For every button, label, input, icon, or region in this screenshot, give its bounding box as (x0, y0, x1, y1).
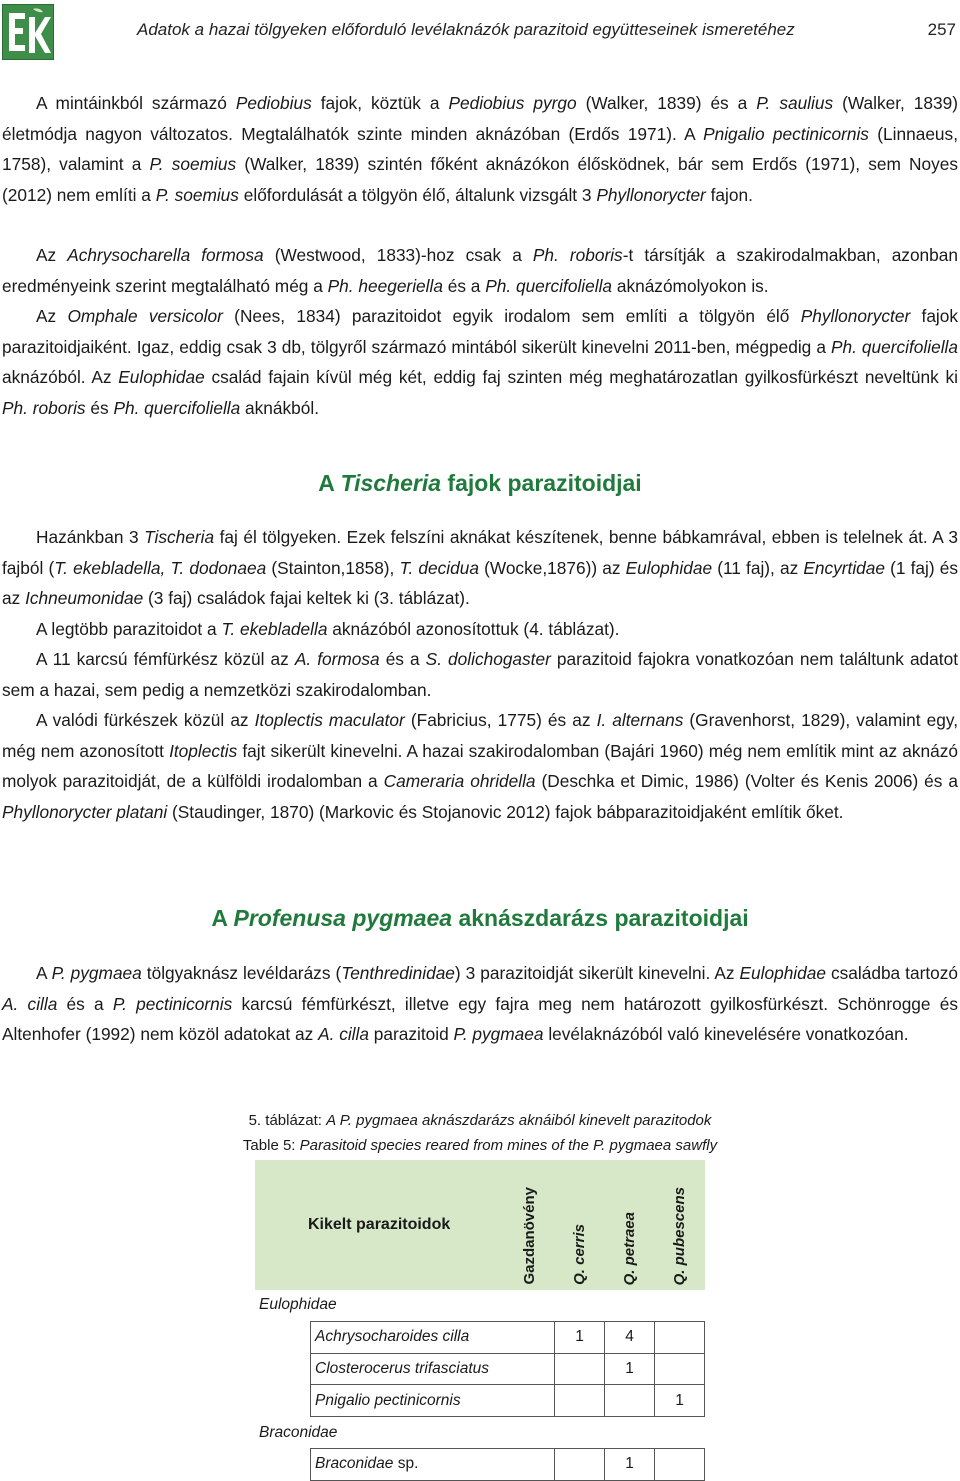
species-name: Closterocerus trifasciatus (311, 1353, 555, 1385)
column-header-gazdanoveny: Gazdanövény (505, 1160, 555, 1290)
column-header-q-cerris: Q. cerris (555, 1160, 605, 1290)
table-caption-hu: 5. táblázat: A P. pygmaea aknászdarázs aknáiból kinevelt parazitodok (248, 1112, 712, 1129)
page-number: 257 (927, 20, 956, 39)
species-name: Braconidae sp. (311, 1448, 555, 1480)
paragraph-pediobius: A mintáinkból származó Pediobius fajok, köztük a Pediobius pyrgo (Walker, 1839) és a P. saulius (Walker, 1839) életmódja nagyon változatos. Megtalálhatók szinte minden aknázóban (Erdős 1971). A Pnigalio pectinicornis (Linnaeus, 1758), valamint a P. soemius (Walker, 1839) szintén főként aknázókon élősködnek, bár sem Erdős (1971), sem Noyes (2012) nem említi a P. soemius előfordulását a tölgyön élő, általunk vizsgált 3 Phyllonorycter fajon. (2, 93, 959, 205)
table-caption-en: Table 5: Parasitoid species reared from mines of the P. pygmaea sawfly (242, 1137, 718, 1154)
count-q-cerris (555, 1353, 605, 1385)
paragraph-karcsu-femfurkesz: A 11 karcsú fémfürkész közül az A. formosa és a S. dolichogaster parazitoid fajokra vonatkozóan nem találtunk adatot sem a hazai, sem pedig a nemzetközi szakirodalomban. (2, 649, 958, 700)
table-row (255, 1448, 705, 1480)
species-name: Pnigalio pectinicornis (311, 1385, 555, 1417)
count-q-cerris (555, 1448, 605, 1480)
count-q-pubescens: 1 (655, 1385, 705, 1417)
section-heading-tischeria: A Tischeria fajok parazitoidjai (318, 470, 642, 496)
paragraph-omphale: Az Omphale versicolor (Nees, 1834) parazitoidot egyik irodalom sem említi a tölgyön élő Phyllonorycter fajok parazitoidjaiként. Igaz, eddig csak 3 db, tölgyről származó mintából sikerült kinevelni 2011-ben, mégpedig a Ph. quercifoliella aknázóból. Az Eulophidae család fajain kívül még két, eddig faj szinten még meghatározatlan gyilkosfürkészt neveltünk ki Ph. roboris és Ph. quercifoliella aknákból. (2, 306, 959, 418)
paragraph-profenusa: A P. pygmaea tölgyaknász levéldarázs (Tenthredinidae) 3 parazitoidját sikerült kinevelni. Az Eulophidae családba tartozó A. cilla és a P. pectinicornis karcsú fémfürkészt, illetve egy fajra meg nem határozott gyilkosfürkészt. Schönrogge és Altenhofer (1992) nem közöl adatokat az A. cilla parazitoid P. pygmaea levélaknázóból való kinevelésére vonatkozóan. (2, 963, 958, 1045)
table-row (255, 1353, 705, 1385)
family-name: Eulophidae (259, 1296, 337, 1314)
parasitoid-table (255, 1160, 705, 1481)
count-q-pubescens (655, 1321, 705, 1353)
family-name: Braconidae (259, 1423, 338, 1441)
count-q-petraea (605, 1385, 655, 1417)
species-name: Achrysocharoides cilla (311, 1321, 555, 1353)
count-q-petraea: 4 (605, 1321, 655, 1353)
paragraph-tischeria: Hazánkban 3 Tischeria faj él tölgyeken. Ezek felszíni aknákat készítenek, benne bábkamrával, ebben is telelnek át. A 3 fajból (T. ekebladella, T. dodonaea (Stainton,1858), T. decidua (Wocke,1876)) az Eulophidae (11 faj), az Encyrtidae (1 faj) és az Ichneumonidae (3 faj) családok fajai keltek ki (3. táblázat). (2, 527, 959, 609)
paragraph-itoplectis: A valódi fürkészek közül az Itoplectis maculator (Fabricius, 1775) és az I. alternans (Gravenhorst, 1829), valamint egy, még nem azonosított Itoplectis fajt sikerült kinevelni. A hazai szakirodalomban (Bajári 1960) még nem említik mint az aknázó molyok parazitoidját, de a külföldi irodalomban a Cameraria ohridella (Deschka et Dimic, 1986) (Volter és Kenis 2006) és a Phyllonorycter platani (Staudinger, 1870) (Markovic és Stojanovic 2012) fajok bábparazitoidjaként említik őket. (2, 710, 959, 822)
paragraph-ekebladella: A legtöbb parazitoidot a T. ekebladella aknázóból azonosítottuk (4. táblázat). (36, 619, 620, 639)
table-header-row (255, 1160, 705, 1290)
journal-logo (2, 4, 54, 60)
count-q-petraea: 1 (605, 1448, 655, 1480)
column-header-q-petraea: Q. petraea (605, 1160, 655, 1290)
ek-logo-icon (3, 5, 53, 59)
table-row (255, 1385, 705, 1417)
running-title: Adatok a hazai tölgyeken előforduló levélaknázók parazitoid együtteseinek ismeretéhez (137, 20, 795, 39)
table-title-cell: Kikelt parazitoidok (255, 1160, 505, 1290)
table-row (255, 1321, 705, 1353)
paragraph-achrysocharella: Az Achrysocharella formosa (Westwood, 1833)-hoz csak a Ph. roboris-t társítják a szakirodalmakban, azonban eredményeink szerint megtalálható még a Ph. heegeriella és a Ph. quercifoliella aknázómolyokon is. (2, 245, 959, 296)
section-heading-profenusa: A Profenusa pygmaea aknászdarázs parazitoidjai (211, 905, 749, 931)
family-row (255, 1417, 705, 1449)
count-q-petraea: 1 (605, 1353, 655, 1385)
column-header-q-pubescens: Q. pubescens (655, 1160, 705, 1290)
family-row (255, 1290, 705, 1321)
count-q-cerris (555, 1385, 605, 1417)
count-q-cerris: 1 (555, 1321, 605, 1353)
count-q-pubescens (655, 1448, 705, 1480)
count-q-pubescens (655, 1353, 705, 1385)
